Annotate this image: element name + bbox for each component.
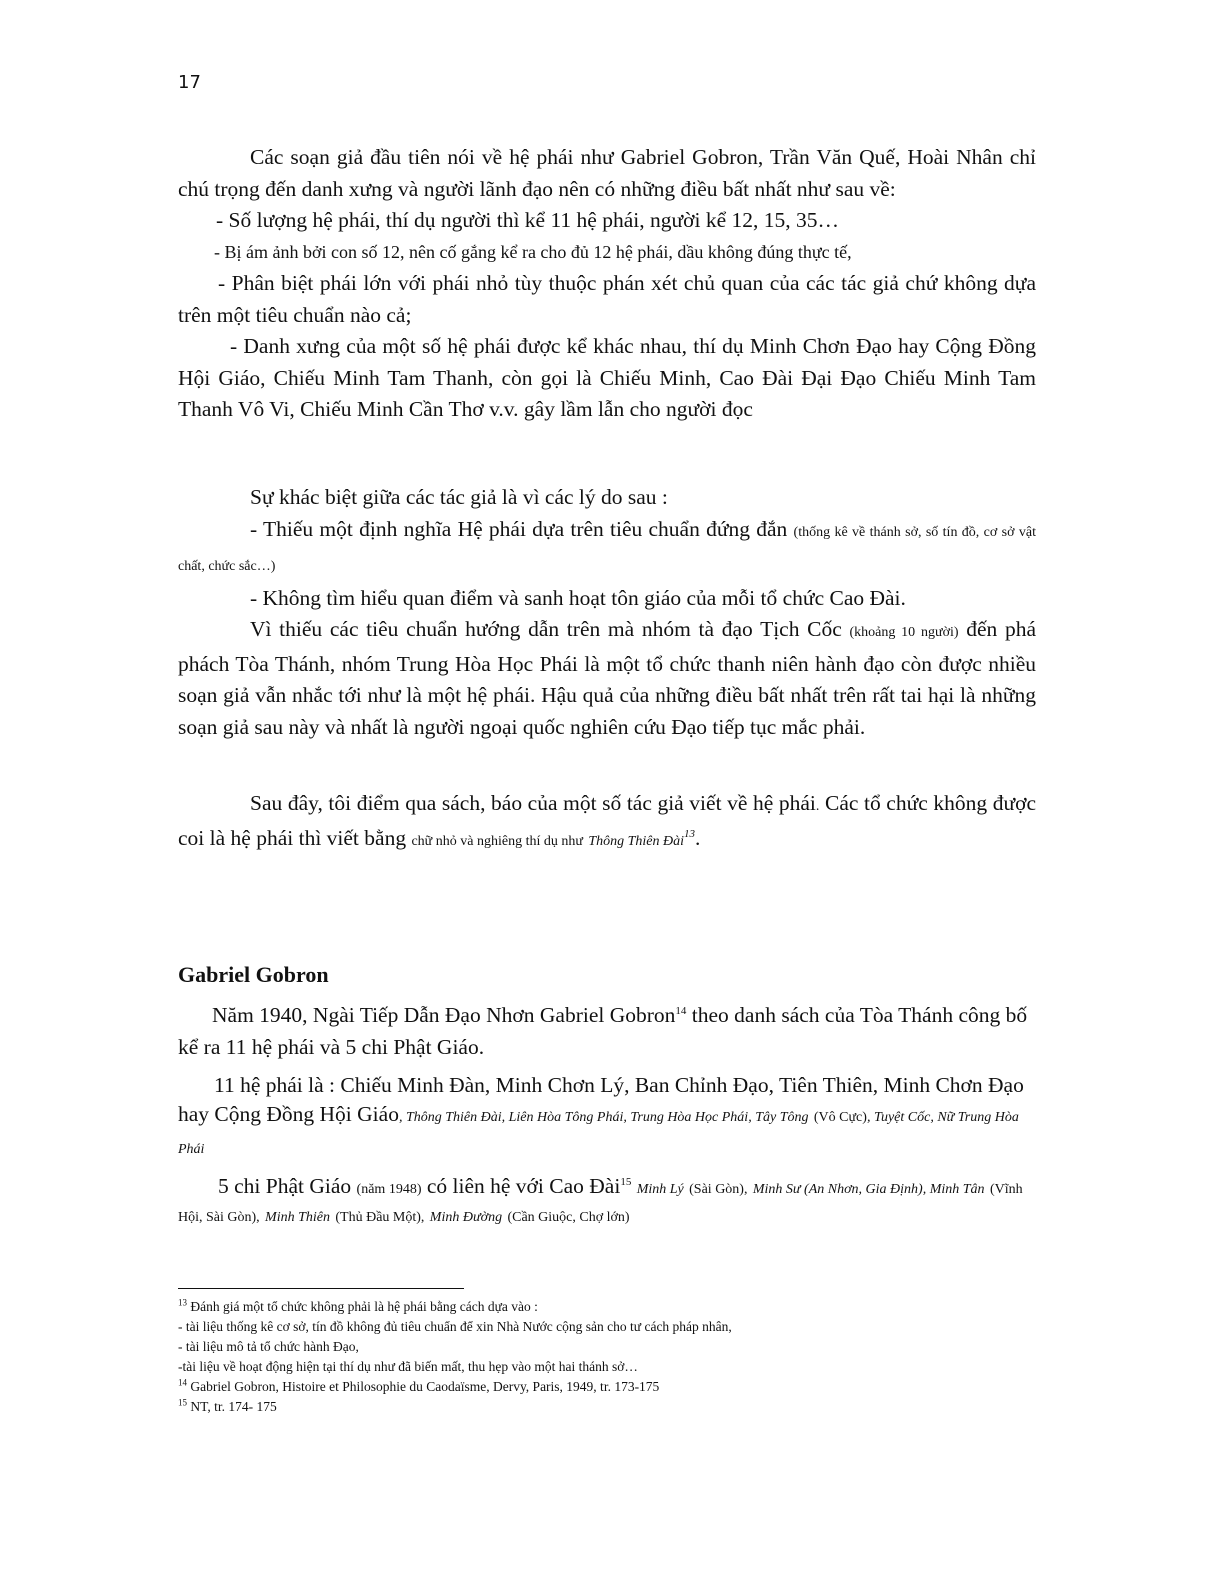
- branch-minh-ly-place: (Sài Gòn),: [689, 1182, 748, 1197]
- bullet-count: - Số lượng hệ phái, thí dụ người thì kể 11 hệ phái, người kể 12, 15, 35…: [216, 208, 840, 232]
- branch-minh-su-tan: Minh Sư (An Nhơn, Gia Định), Minh Tân: [752, 1182, 985, 1197]
- bullet-distinguish: - Phân biệt phái lớn với phái nhỏ tùy thuộc phán xét chủ quan của các tác giả chứ không dựa trên một tiêu chuẩn nào cả;: [178, 271, 1036, 327]
- footnote-13-number: 13: [178, 1297, 187, 1308]
- footnote-15-text: NT, tr. 174- 175: [190, 1399, 277, 1414]
- sects-lead: 11 hệ phái là : Chiếu Minh Đàn, Minh Chơn Lý, Ban Chỉnh Đạo, Tiên Thiên, Minh Chơn Đạo hay Cộng Đồng Hội Giáo: [178, 1073, 1024, 1126]
- consequence-text-b: đến phá phách Tòa Thánh, nhóm Trung Hòa Học Phái là một tổ chức thanh niên hành đạo còn được nhiều soạn giả vẫn nhắc tới như là một hệ phái. Hậu quả của những điều bất nhất trên rất tai hại là những soạn giả sau này và nhất là người ngoại quốc nghiên cứu Đạo tiếp tục mắc phải.: [178, 617, 1036, 739]
- closing-paragraph: [178, 788, 1036, 857]
- reason-definition: [178, 514, 1036, 583]
- closing-text-a: Sau đây, tôi điểm qua sách, báo của một số tác giả viết về hệ phái: [250, 791, 816, 815]
- sects-paren: (Vô Cực): [813, 1110, 867, 1125]
- gobron-text-a: Năm 1940, Ngài Tiếp Dẫn Đạo Nhơn Gabriel Gobron: [212, 1003, 676, 1027]
- footnote-13-text: Đánh giá một tổ chức không phải là hệ phái bằng cách dựa vào :: [190, 1299, 538, 1314]
- closing-text-b: Các tổ chức không được coi là hệ phái thì viết bằng: [178, 791, 1037, 850]
- branch-minh-duong-place: (Cần Giuộc, Chợ lớn): [507, 1210, 630, 1225]
- branch-minh-duong: Minh Đường: [429, 1210, 503, 1225]
- footnote-13-line-3: -tài liệu về hoạt động hiện tại thí dụ như đã biến mất, thu hẹp vào một hai thánh sở…: [178, 1359, 638, 1374]
- bullet-names: - Danh xưng của một số hệ phái được kể khác nhau, thí dụ Minh Chơn Đạo hay Cộng Đồng Hội Giáo, Chiếu Minh Tam Thanh, còn gọi là Chiếu Minh, Cao Đài Đại Đạo Chiếu Minh Tam Thanh Vô Vi, Chiếu Minh Cần Thơ v.v. gây lầm lẫn cho người đọc: [178, 334, 1036, 421]
- branches-year: (năm 1948): [356, 1182, 422, 1197]
- reasons-lead: Sự khác biệt giữa các tác giả là vì các lý do sau :: [250, 485, 668, 509]
- branch-minh-thien: Minh Thiên: [265, 1210, 330, 1225]
- footnote-13-line-1: - tài liệu thống kê cơ sở, tín đồ không đủ tiêu chuẩn để xin Nhà Nước cộng sản cho tư cách pháp nhân,: [178, 1319, 732, 1334]
- footnote-divider: [178, 1288, 464, 1289]
- buddhist-branches-paragraph: [178, 1174, 1034, 1230]
- footnote-ref-14[interactable]: 14: [675, 1004, 687, 1017]
- footnote-14-number: 14: [178, 1377, 187, 1388]
- reason-definition-note: (thống kê về thánh sở, số tín đồ, cơ sở vật chất, chức sắc…): [178, 524, 1036, 574]
- sects-italic-list-2: , Tuyệt Cốc, Nữ Trung Hòa Phái: [178, 1110, 1019, 1157]
- footnote-14: [178, 1377, 1078, 1397]
- branch-minh-thien-place: (Thủ Đầu Một),: [335, 1210, 425, 1225]
- section-heading: Gabriel Gobron: [178, 962, 329, 987]
- closing-example: Thông Thiên Đài: [588, 833, 685, 849]
- sects-paragraph: [178, 1071, 1034, 1164]
- footnotes: [178, 1297, 1078, 1417]
- branches-mid: có liên hệ với Cao Đài: [426, 1174, 621, 1198]
- branch-minh-tan-place: (Vĩnh Hội, Sài Gòn),: [178, 1182, 1023, 1225]
- intro-paragraph: Các soạn giả đầu tiên nói về hệ phái như Gabriel Gobron, Trần Văn Quế, Hoài Nhân chỉ chú trọng đến danh xưng và người lãnh đạo nên có những điều bất nhất như sau về:: [178, 145, 1036, 201]
- footnote-ref-13[interactable]: 13: [684, 827, 696, 840]
- footnote-ref-15[interactable]: 15: [620, 1175, 632, 1188]
- footnote-15: [178, 1397, 1078, 1417]
- closing-end: .: [695, 825, 701, 850]
- consequence-note: (khoảng 10 người): [849, 625, 959, 640]
- branch-minh-ly: Minh Lý: [636, 1182, 684, 1197]
- closing-section: [178, 788, 1036, 857]
- footnote-13: [178, 1297, 1078, 1317]
- sects-italic-list: , Thông Thiên Đài, Liên Hòa Tông Phái, Trung Hòa Học Phái, Tây Tông: [398, 1110, 809, 1125]
- gobron-paragraph: [178, 1000, 1034, 1063]
- gobron-text-b: theo danh sách của Tòa Thánh công bố kể ra 11 hệ phái và 5 chi Phật Giáo.: [178, 1003, 1028, 1059]
- intro-section: [178, 142, 1036, 426]
- gobron-section: [178, 1000, 1034, 1230]
- consequence-paragraph: [178, 614, 1036, 743]
- reason-activity: - Không tìm hiểu quan điểm và sanh hoạt tôn giáo của mỗi tổ chức Cao Đài.: [250, 585, 906, 610]
- closing-dot: .: [815, 799, 820, 814]
- page-number: 17: [178, 72, 201, 93]
- branches-lead: 5 chi Phật Giáo: [218, 1174, 352, 1198]
- footnote-13-line-2: - tài liệu mô tả tổ chức hành Đạo,: [178, 1339, 359, 1354]
- footnote-15-number: 15: [178, 1397, 187, 1408]
- footnote-14-text: Gabriel Gobron, Histoire et Philosophie du Caodaïsme, Dervy, Paris, 1949, tr. 173-175: [190, 1379, 660, 1394]
- closing-small-text: chữ nhỏ và nghiêng thí dụ như: [411, 833, 583, 849]
- bullet-twelve: - Bị ám ảnh bởi con số 12, nên cố gắng kể ra cho đủ 12 hệ phái, dầu không đúng thực tế,: [214, 241, 852, 262]
- consequence-text-a: Vì thiếu các tiêu chuẩn hướng dẫn trên mà nhóm tà đạo Tịch Cốc: [250, 617, 842, 641]
- reason-definition-text: - Thiếu một định nghĩa Hệ phái dựa trên tiêu chuẩn đứng đắn: [250, 516, 788, 541]
- reasons-section: [178, 482, 1036, 743]
